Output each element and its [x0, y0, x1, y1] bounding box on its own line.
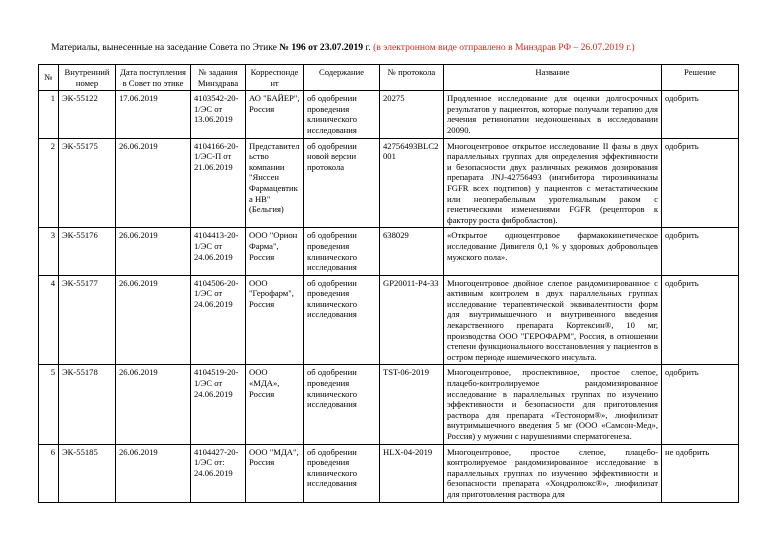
row-task: 4104427-20-1/ЭС от: 24.06.2019 [191, 444, 246, 502]
row-task: 4104506-20-1/ЭС от 24.06.2019 [191, 275, 246, 365]
row-date: 17.06.2019 [116, 91, 191, 138]
row-task: 4103542-20-1/ЭС от 13.06.2019 [191, 91, 246, 138]
row-task: 4104166-20-1/ЭС-П от 21.06.2019 [191, 138, 246, 228]
table-row [39, 138, 739, 228]
row-protocol: 638029 [380, 228, 444, 275]
row-content: об одобрении проведения клинического исследования [304, 444, 380, 502]
row-protocol: HLX-04-2019 [380, 444, 444, 502]
row-correspondent: Представительство компании "Янссен Фармацевтика НВ" (Бельгия) [246, 138, 304, 228]
row-num: 5 [39, 365, 59, 444]
row-title: «Открытое одноцентровое фармакокинетическое исследование Дивигеля 0,1 % у здоровых добровольцев мужского пола». [444, 228, 662, 275]
heading-protocol: № 196 от 23.07.2019 [279, 42, 364, 53]
row-num: 2 [39, 138, 59, 228]
row-correspondent: АО "БАЙЕР", Россия [246, 91, 304, 138]
row-num: 6 [39, 444, 59, 502]
row-internal: ЭК-55176 [59, 228, 116, 275]
row-task: 4104413-20-1/ЭС от 24.06.2019 [191, 228, 246, 275]
row-protocol: TST-06-2019 [380, 365, 444, 444]
row-title: Многоцентровое, простое слепое, плацебо-контролируемое рандомизированное исследование в параллельных группах по изучению эффективности и безопасности препарата «Хондролюкс®», лиофилизат для приготовления раствора для [444, 444, 662, 502]
row-title: Многоцентровое двойное слепое рандомизированное с активным контролем в двух параллельных группах исследование терапевтической эквивалентности форм для внутримышечного и внутривенного введения лекарственного препарата Кортексин®, 10 мг, производства ООО "ГЕРОФАРМ", Россия, в отношении степени функционального восстановления у пациентов в остром периоде ишемического инсульта. [444, 275, 662, 365]
row-correspondent: ООО "Орион Фарма", Россия [246, 228, 304, 275]
row-decision: одобрить [662, 138, 739, 228]
col-protocol: № протокола [380, 65, 444, 91]
row-protocol: GP20011-P4-33 [380, 275, 444, 365]
row-date: 26.06.2019 [116, 444, 191, 502]
row-content: об одобрении проведения клинического исследования [304, 228, 380, 275]
row-internal: ЭК-55185 [59, 444, 116, 502]
row-num: 3 [39, 228, 59, 275]
row-content: об одобрении проведения клинического исследования [304, 365, 380, 444]
col-task: № задания Минздрава [191, 65, 246, 91]
table-row [39, 228, 739, 275]
row-decision: одобрить [662, 365, 739, 444]
row-date: 26.06.2019 [116, 138, 191, 228]
row-date: 26.06.2019 [116, 228, 191, 275]
col-title: Название [444, 65, 662, 91]
row-correspondent: ООО "Герофарм", Россия [246, 275, 304, 365]
col-internal: Внутренний номер [59, 65, 116, 91]
row-task: 4104519-20-1/ЭС от 24.06.2019 [191, 365, 246, 444]
col-num: № [39, 65, 59, 91]
row-decision: одобрить [662, 275, 739, 365]
table-row [39, 444, 739, 502]
col-content: Содержание [304, 65, 380, 91]
table-row [39, 275, 739, 365]
row-content: об одобрении проведения клинического исследования [304, 275, 380, 365]
row-decision: одобрить [662, 91, 739, 138]
row-content: об одобрении проведения клинического исследования [304, 91, 380, 138]
col-decision: Решение [662, 65, 739, 91]
row-title: Продленное исследование для оценки долгосрочных результатов у пациентов, которые получали терапию для лечения ретинопатии недоношенных в исследовании 20090. [444, 91, 662, 138]
row-num: 1 [39, 91, 59, 138]
heading-prefix: Материалы, вынесенные на заседание Совета по Этике [51, 42, 280, 53]
col-correspondent: Корреспондент [246, 65, 304, 91]
row-protocol: 42756493BLC2001 [380, 138, 444, 228]
table-row [39, 91, 739, 138]
row-protocol: 20275 [380, 91, 444, 138]
row-decision: не одобрить [662, 444, 739, 502]
row-internal: ЭК-55178 [59, 365, 116, 444]
col-date: Дата поступления в Совет по этике [116, 65, 191, 91]
row-internal: ЭК-55122 [59, 91, 116, 138]
row-num: 4 [39, 275, 59, 365]
page-heading [51, 42, 751, 54]
heading-note: (в электронном виде отправлено в Минздрав РФ – 26.07.2019 г.) [373, 42, 635, 53]
row-date: 26.06.2019 [116, 365, 191, 444]
row-correspondent: ООО "МДА", Россия [246, 444, 304, 502]
header-row [39, 65, 739, 91]
row-decision: одобрить [662, 228, 739, 275]
row-title: Многоцентровое, проспективное, простое слепое, плацебо-контролируемое рандомизированное исследование в параллельных группах по изучению эффективности и безопасности для приготовления раствора для препарата «Тестонорм®», лиофилизат внутримышечного введения 5 мг (ООО «Самсон-Мед», Россия) у мужчин с нарушениями сперматогенеза. [444, 365, 662, 444]
table-row [39, 365, 739, 444]
row-title: Многоцентровое открытое исследование II фазы в двух параллельных группах для определения эффективности и безопасности двух различных режимов дозирования препарата JNJ-42756493 (ингибитора тирозинкиназы FGFR всех подтипов) у пациентов с метастатическим или неоперабельным уротелиальным раком с генетическими изменениями FGFR (рецепторов к фактору роста фибробластов). [444, 138, 662, 228]
materials-table [38, 64, 739, 503]
heading-suffix: г. [363, 42, 374, 53]
row-content: об одобрении новой версии протокола [304, 138, 380, 228]
row-correspondent: ООО «МДА», Россия [246, 365, 304, 444]
row-date: 26.06.2019 [116, 275, 191, 365]
row-internal: ЭК-55175 [59, 138, 116, 228]
row-internal: ЭК-55177 [59, 275, 116, 365]
